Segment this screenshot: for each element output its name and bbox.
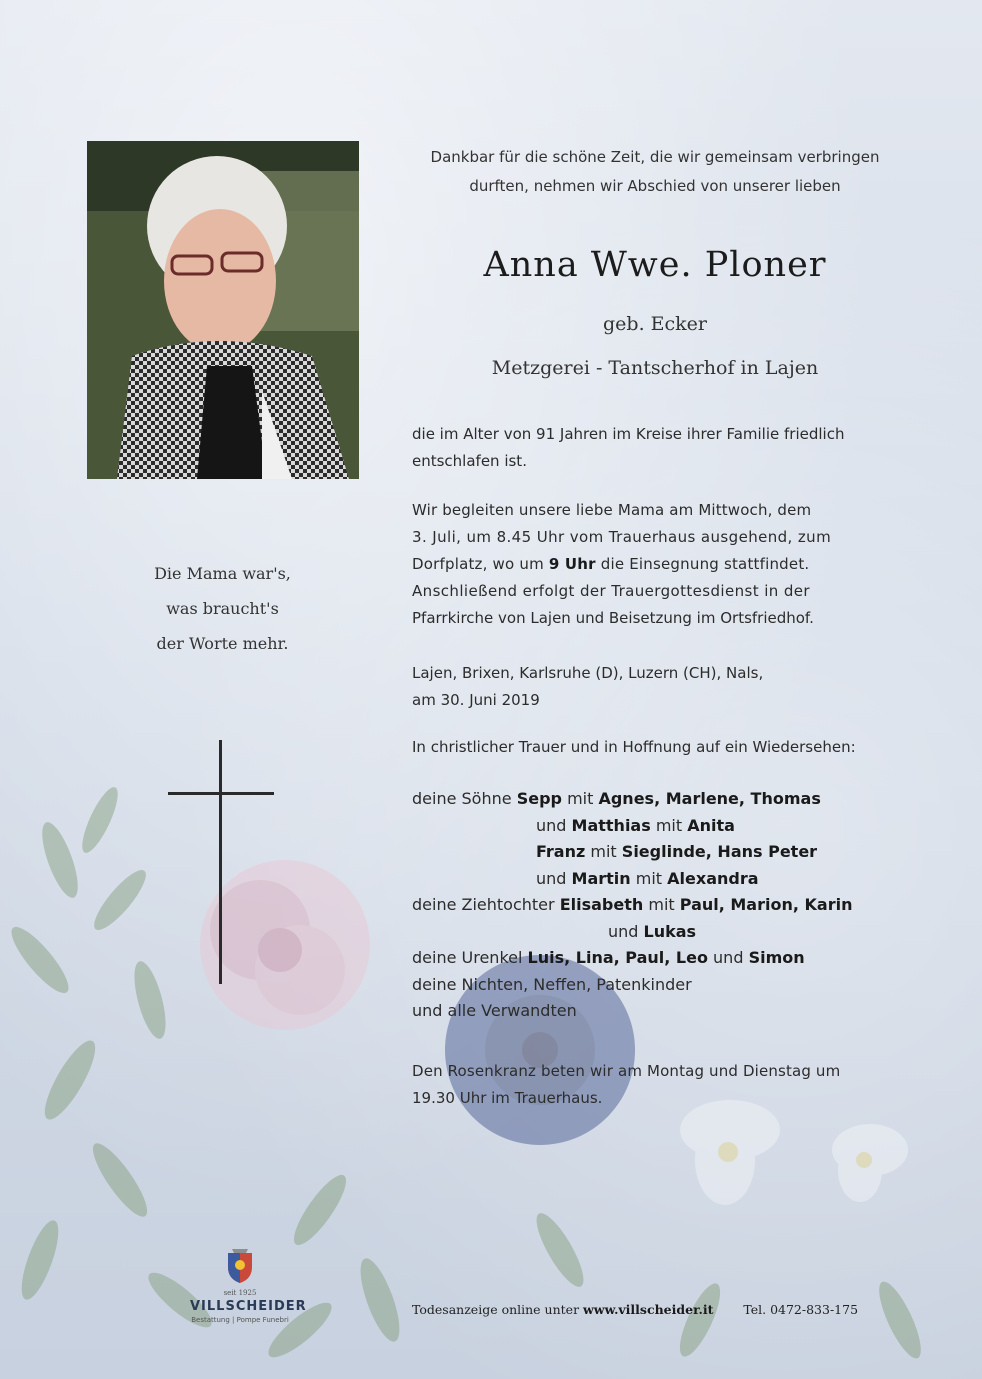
rosary-line-2: 19.30 Uhr im Trauerhaus. <box>412 1089 603 1107</box>
footer-url[interactable]: www.villscheider.it <box>583 1302 714 1317</box>
cross-icon-bar <box>168 792 274 795</box>
intro-line-2: durften, nehmen wir Abschied von unserer lieben <box>469 177 841 195</box>
mit-5: mit <box>648 895 675 914</box>
death-line-1: die im Alter von 91 Jahren im Kreise ihrer Familie friedlich <box>412 425 845 443</box>
funeral-line-3b: die Einsegnung stattfindet. <box>600 555 810 573</box>
great-grandchild-last: Simon <box>748 948 805 967</box>
rosary-notice <box>412 1058 904 1112</box>
foster-last: Lukas <box>643 921 697 941</box>
son-franz: Franz <box>536 842 586 861</box>
foster-partners: Paul, Marion, Karin <box>679 895 853 914</box>
und-3: und <box>608 921 639 941</box>
family-row-sons <box>412 786 912 813</box>
logo-brand: VILLSCHEIDER <box>190 1299 307 1314</box>
funeral-line-1: Wir begleiten unsere liebe Mama am Mittwoch, dem <box>412 501 812 519</box>
funeral-home-logo <box>190 1245 307 1324</box>
son-martin: Martin <box>571 868 631 888</box>
family-row-others: und alle Verwandten <box>412 1001 577 1020</box>
place-line: Lajen, Brixen, Karlsruhe (D), Luzern (CH), Nals, <box>412 664 764 682</box>
family-list <box>412 786 912 1025</box>
great-grandchildren-label: deine Urenkel <box>412 948 523 967</box>
maiden-name: geb. Ecker <box>603 313 707 335</box>
sons-label: deine Söhne <box>412 789 512 808</box>
son-matthias-partner: Anita <box>687 815 735 835</box>
death-line-2: entschlafen ist. <box>412 452 527 470</box>
mourning-text: In christlicher Trauer und in Hoffnung auf ein Wiedersehen: <box>412 738 856 756</box>
footer-online-label: Todesanzeige online unter <box>412 1302 580 1317</box>
mit-1: mit <box>567 789 594 808</box>
quote-line-1: Die Mama war's, <box>154 564 291 583</box>
foster-daughter: Elisabeth <box>559 895 644 914</box>
portrait-photo <box>87 141 359 479</box>
rosary-line-1: Den Rosenkranz beten wir am Montag und Dienstag um <box>412 1062 841 1080</box>
family-row-matthias <box>412 813 912 840</box>
son-sepp-partners: Agnes, Marlene, Thomas <box>598 789 821 808</box>
date-line: am 30. Juni 2019 <box>412 691 540 709</box>
funeral-line-4: Anschließend erfolgt der Trauergottesdienst in der <box>412 582 810 600</box>
son-matthias: Matthias <box>571 815 651 835</box>
funeral-details <box>412 497 904 632</box>
quote-line-2: was braucht's <box>166 599 279 618</box>
great-grandchildren: Luis, Lina, Paul, Leo <box>527 948 708 967</box>
business-name: Metzgerei - Tantscherhof in Lajen <box>491 357 819 379</box>
coat-of-arms-icon <box>220 1245 260 1285</box>
quote-line-3: der Worte mehr. <box>156 634 289 653</box>
und-1: und <box>536 815 567 835</box>
son-martin-partner: Alexandra <box>667 868 759 888</box>
family-row-franz <box>412 839 912 866</box>
family-row-foster <box>412 892 912 919</box>
ceremony-time: 9 Uhr <box>548 555 596 573</box>
family-row-relatives: deine Nichten, Neffen, Patenkinder <box>412 974 692 994</box>
death-notice <box>412 421 904 475</box>
family-row-great-grandchildren <box>412 945 912 972</box>
mit-3: mit <box>590 842 617 861</box>
family-row-lukas <box>412 919 912 946</box>
mit-4: mit <box>635 868 663 888</box>
son-franz-partners: Sieglinde, Hans Peter <box>621 842 818 861</box>
son-sepp: Sepp <box>516 789 562 808</box>
deceased-name: Anna Wwe. Ploner <box>483 245 827 285</box>
und-2: und <box>536 868 567 888</box>
footer <box>412 1302 858 1317</box>
funeral-line-2: 3. Juli, um 8.45 Uhr vom Trauerhaus ausgehend, zum <box>412 528 832 546</box>
intro-text <box>400 143 910 201</box>
cross-icon <box>219 740 222 984</box>
mourning-line <box>412 734 904 761</box>
logo-established: seit 1925 <box>223 1289 257 1297</box>
funeral-line-3 <box>412 551 904 578</box>
logo-subtitle: Bestattung | Pompe Funebri <box>191 1316 289 1324</box>
family-row-martin <box>412 866 912 893</box>
mit-2: mit <box>655 815 683 835</box>
footer-phone: Tel. 0472-833-175 <box>743 1302 859 1317</box>
und-4: und <box>713 948 744 967</box>
memorial-quote <box>140 556 305 661</box>
funeral-line-5: Pfarrkirche von Lajen und Beisetzung im Ortsfriedhof. <box>412 609 814 627</box>
place-date <box>412 660 904 714</box>
intro-line-1: Dankbar für die schöne Zeit, die wir gemeinsam verbringen <box>430 148 880 166</box>
funeral-line-3a: Dorfplatz, wo um <box>412 555 544 573</box>
foster-label: deine Ziehtochter <box>412 895 555 914</box>
